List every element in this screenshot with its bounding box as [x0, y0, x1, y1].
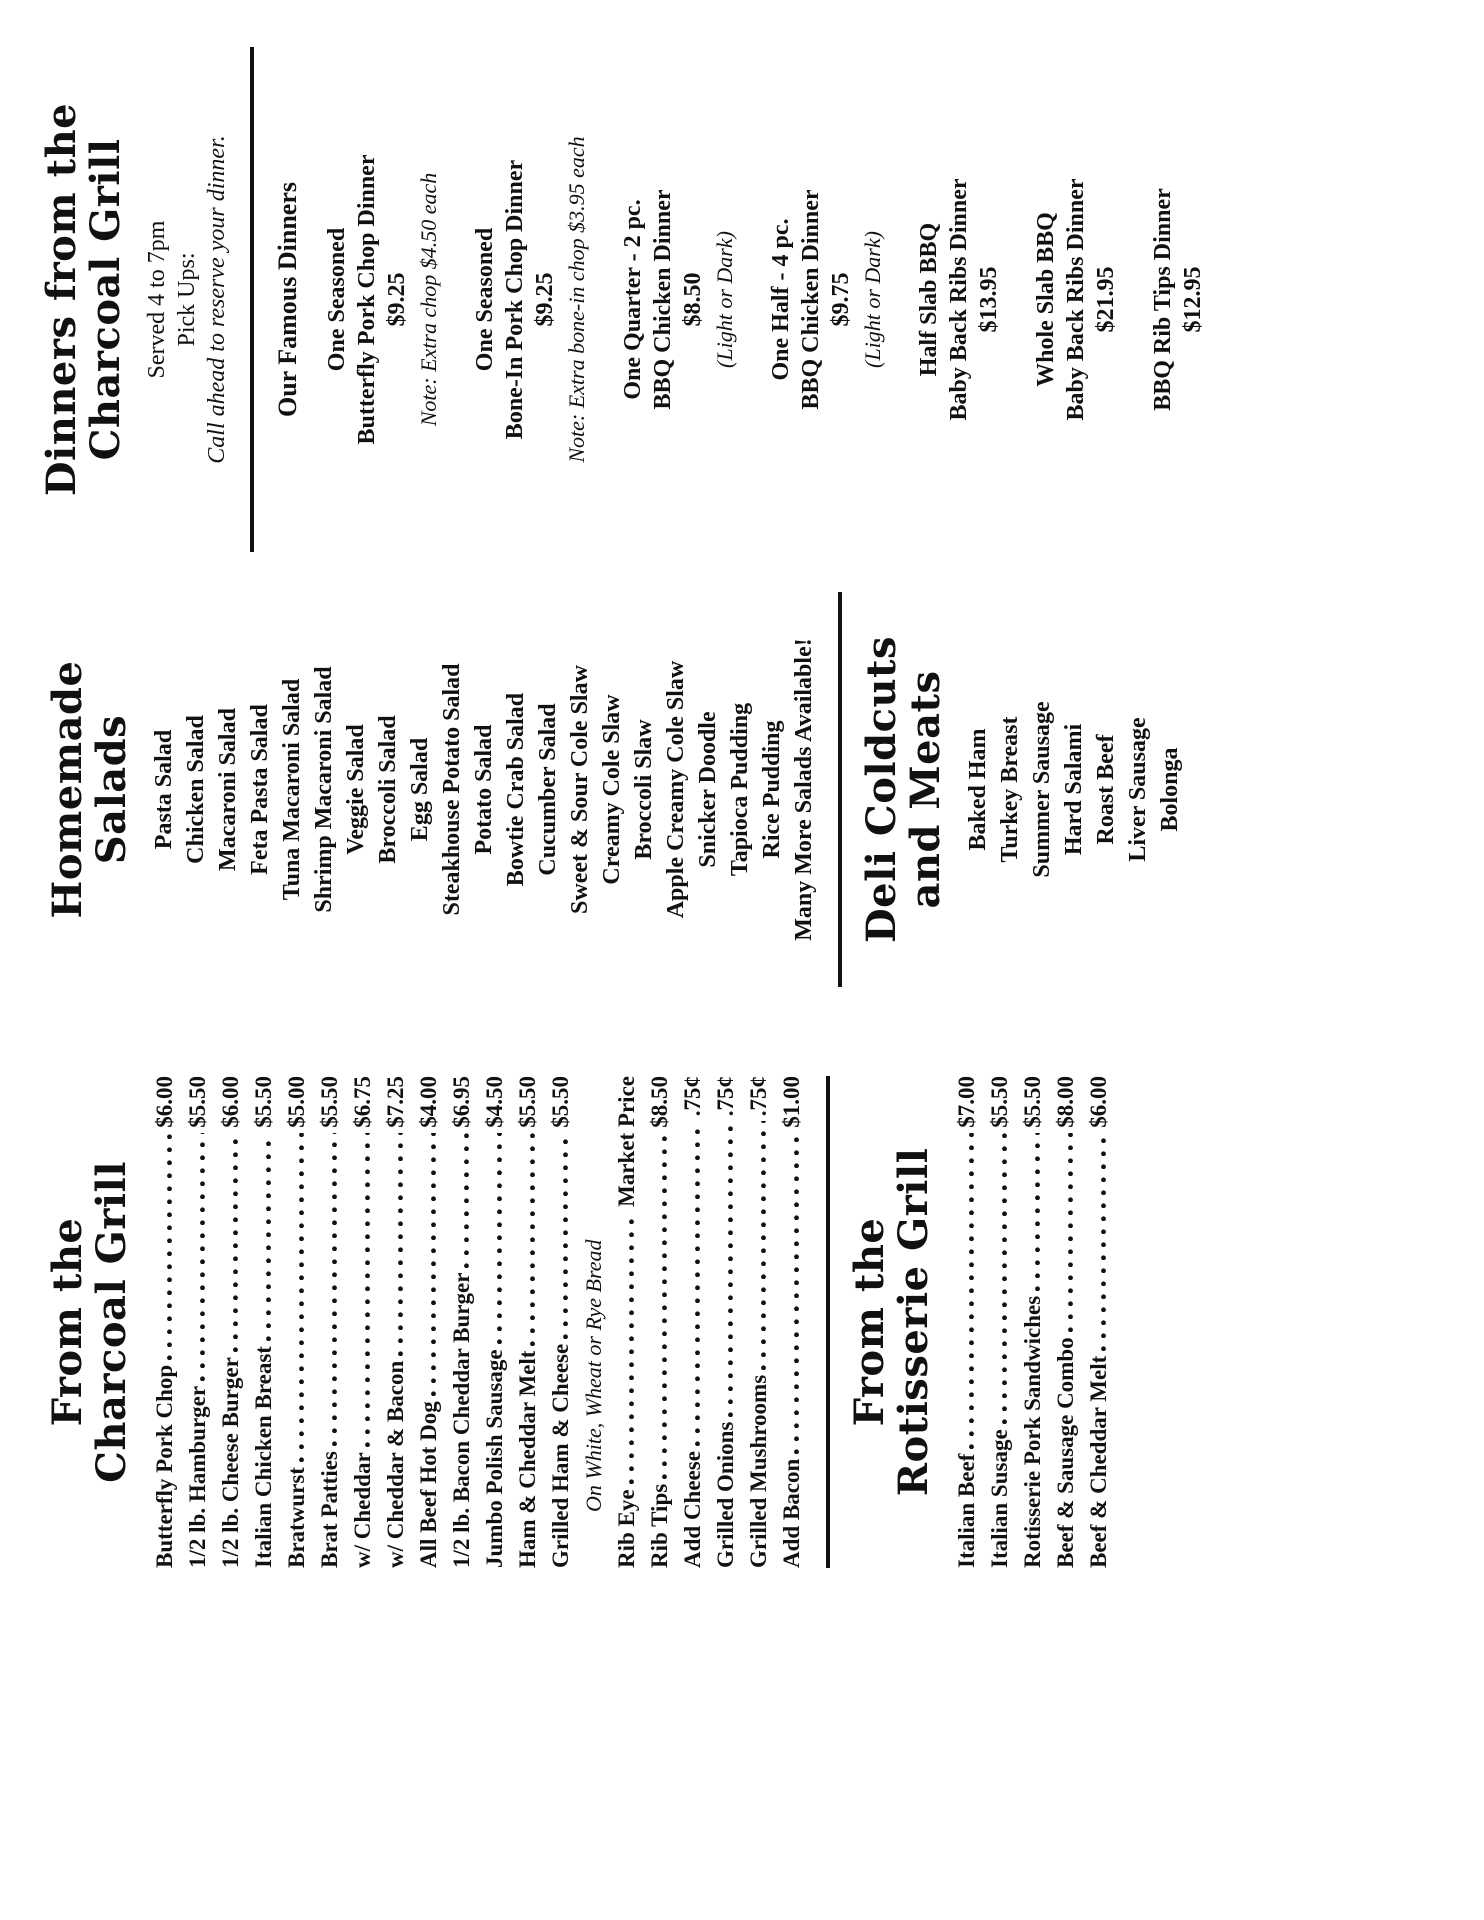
menu-item-name: 1/2 lb. Cheese Burger	[218, 1357, 243, 1568]
dinners-heading-line1: Dinners from the	[38, 102, 85, 497]
bread-note: On White, Wheat or Rye Bread	[581, 1239, 606, 1512]
menu-item-name: Rib Eye	[614, 1489, 639, 1568]
menu-item-price: $6.00	[218, 1076, 243, 1128]
menu-item-name: Italian Beef	[954, 1453, 979, 1568]
dotted-leader	[198, 1133, 207, 1381]
menu-item-row	[983, 1076, 1016, 1568]
dinner-entry-price: $12.95	[1180, 266, 1206, 333]
salad-item: Potato Salad	[471, 724, 497, 855]
deli-item: Bolonga	[1157, 747, 1183, 832]
menu-item-name: w/ Cheddar & Bacon	[383, 1360, 408, 1568]
dinner-entry-line2: BBQ Chicken Dinner	[798, 189, 824, 410]
dinners-divider	[250, 47, 254, 552]
deli-heading-line1: Deli Coldcuts	[858, 635, 905, 944]
menu-item-price: $6.95	[449, 1076, 474, 1128]
salad-item: Sweet & Sour Cole Slaw	[567, 665, 593, 914]
dinners-heading-line2: Charcoal Grill	[82, 138, 129, 461]
menu-item-name: Rib Tips	[647, 1483, 672, 1568]
menu-item-row	[1016, 1076, 1049, 1568]
dotted-leader	[792, 1133, 801, 1454]
dinner-entry-note: Note: Extra chop $4.50 each	[416, 172, 441, 427]
salad-item: Steakhouse Potato Salad	[439, 663, 465, 916]
dotted-leader	[726, 1121, 735, 1416]
menu-item-row	[511, 1076, 544, 1568]
dinner-entries	[322, 47, 1208, 552]
dotted-leader	[660, 1133, 669, 1479]
menu-item-price: $5.50	[548, 1076, 573, 1128]
menu-item-row	[412, 1076, 445, 1568]
dinners-served-hours: Served 4 to 7pm	[144, 220, 170, 379]
menu-item-price: $6.75	[350, 1076, 375, 1128]
menu-item-row	[148, 1076, 181, 1568]
dinner-entry	[1031, 47, 1121, 552]
dotted-leader	[693, 1121, 702, 1446]
menu-item-price: $6.00	[152, 1076, 177, 1128]
salad-item: Pasta Salad	[151, 729, 177, 850]
menu-item-price: $5.50	[1020, 1076, 1045, 1128]
menu-item-row	[478, 1076, 511, 1568]
menu-item-price: $1.00	[779, 1076, 804, 1128]
menu-item-price: $5.50	[185, 1076, 210, 1128]
charcoal-grill-heading	[46, 1076, 134, 1568]
famous-dinners-heading: Our Famous Dinners	[273, 182, 302, 417]
dotted-leader	[396, 1133, 405, 1356]
dotted-leader	[528, 1133, 537, 1346]
rotisserie-grill-heading	[848, 1076, 936, 1568]
dinner-entry-line2: Baby Back Ribs Dinner	[1063, 178, 1089, 421]
dotted-leader	[627, 1212, 636, 1485]
dinner-entry	[470, 47, 591, 552]
menu-item-row	[214, 1076, 247, 1568]
menu-item-price: .75¢	[680, 1076, 705, 1117]
menu-item-name: Italian Susage	[987, 1429, 1012, 1568]
dotted-leader	[429, 1133, 438, 1397]
salad-item: Many More Salads Available!	[791, 638, 817, 941]
dotted-leader	[231, 1133, 240, 1352]
dotted-leader	[165, 1133, 174, 1360]
section-divider	[838, 592, 842, 987]
menu-item-row	[379, 1076, 412, 1568]
menu-item-name: Grilled Mushrooms	[746, 1374, 771, 1568]
menu-item-row	[775, 1076, 808, 1568]
salad-item: Chicken Salad	[183, 715, 209, 864]
menu-item-name: Grilled Ham & Cheese	[548, 1343, 573, 1568]
salad-item: Broccoli Slaw	[631, 719, 657, 860]
menu-item-price: $8.00	[1053, 1076, 1078, 1128]
menu-item-name: All Beef Hot Dog	[416, 1401, 441, 1568]
dinner-entry-line1: Whole Slab BBQ	[1033, 212, 1059, 387]
menu-item-price: $5.50	[987, 1076, 1012, 1128]
dinner-entry-line1: One Seasoned	[324, 227, 350, 372]
dotted-leader	[561, 1133, 570, 1339]
menu-item-price: Market Price	[614, 1076, 639, 1207]
rotisserie-grill-heading-line2: Rotisserie Grill	[890, 1147, 937, 1497]
dinner-entry-line1: One Half - 4 pc.	[768, 218, 794, 381]
dinner-entry-line2: Baby Back Ribs Dinner	[946, 178, 972, 421]
dinner-entry	[1148, 47, 1208, 552]
salad-item: Feta Pasta Salad	[247, 704, 273, 875]
salad-item: Creamy Cole Slaw	[599, 694, 625, 885]
salad-item: Bowtie Crab Salad	[503, 692, 529, 887]
dotted-leader	[1066, 1133, 1075, 1333]
dotted-leader	[967, 1133, 976, 1449]
menu-item-row	[181, 1076, 214, 1568]
dotted-leader	[363, 1133, 372, 1448]
menu-item-row	[313, 1076, 346, 1568]
dotted-leader	[759, 1121, 768, 1370]
menu-item-name: Jumbo Polish Sausage	[482, 1349, 507, 1568]
salad-item: Apple Creamy Cole Slaw	[663, 660, 689, 919]
deli-items	[962, 592, 1186, 987]
dotted-leader	[495, 1133, 504, 1345]
dinner-entry	[618, 47, 739, 552]
menu-item-name: Grilled Onions	[713, 1421, 738, 1568]
salad-item: Snicker Doodle	[695, 711, 721, 868]
menu-item-price: .75¢	[746, 1076, 771, 1117]
dinners-heading	[40, 47, 128, 552]
menu-item-price: $7.25	[383, 1076, 408, 1128]
deli-item: Turkey Breast	[997, 716, 1023, 863]
dotted-leader	[330, 1133, 339, 1446]
deli-heading-line2: and Meats	[902, 670, 949, 909]
deli-item: Hard Salami	[1061, 723, 1087, 856]
menu-item-row	[544, 1076, 577, 1568]
menu-item-row	[709, 1076, 742, 1568]
dotted-leader	[462, 1133, 471, 1268]
deli-item: Roast Beef	[1093, 734, 1119, 845]
dinner-entry	[322, 47, 443, 552]
menu-item-price: $5.50	[515, 1076, 540, 1128]
salad-item: Veggie Salad	[343, 724, 369, 855]
dinner-entry-note: (Light or Dark)	[860, 231, 885, 368]
dinner-entry-price: $21.95	[1093, 266, 1119, 333]
menu-item-name: Rotisserie Pork Sandwiches	[1020, 1295, 1045, 1568]
dinner-entry-line2: BBQ Chicken Dinner	[650, 189, 676, 410]
section-charcoal-grill	[46, 1076, 1115, 1568]
menu-item-row	[445, 1076, 478, 1568]
menu-item-name: Brat Patties	[317, 1451, 342, 1568]
charcoal-grill-heading-line2: Charcoal Grill	[88, 1161, 135, 1483]
dotted-leader	[264, 1133, 273, 1341]
deli-item: Liver Sausage	[1125, 717, 1151, 862]
charcoal-grill-items	[148, 1076, 577, 1568]
dinner-entry-line1: Half Slab BBQ	[916, 222, 942, 377]
charcoal-grill-heading-line1: From the	[44, 1217, 91, 1427]
deli-heading	[860, 592, 948, 987]
dinner-entry-line1: One Quarter - 2 pc.	[620, 199, 646, 400]
menu-item-name: Italian Chicken Breast	[251, 1346, 276, 1568]
menu-item-price: $5.50	[317, 1076, 342, 1128]
rotisserie-grill-items	[950, 1076, 1115, 1568]
salad-item: Shrimp Macaroni Salad	[311, 666, 337, 913]
salads-heading-line1: Homemade	[44, 660, 91, 919]
menu-item-name: 1/2 lb. Hamburger	[185, 1385, 210, 1568]
deli-item: Baked Ham	[965, 728, 991, 851]
salads-items	[148, 592, 820, 987]
section-divider	[826, 1076, 830, 1568]
dinner-entry-price: $9.25	[532, 272, 558, 327]
dinner-entry-line2: Bone-In Pork Chop Dinner	[502, 159, 528, 440]
salad-item: Macaroni Salad	[215, 708, 241, 871]
menu-item-price: .75¢	[713, 1076, 738, 1117]
salad-item: Broccoli Salad	[375, 715, 401, 864]
salad-item: Cucumber Salad	[535, 703, 561, 876]
salad-item: Egg Salad	[407, 737, 433, 842]
dinner-entry	[914, 47, 1004, 552]
menu-item-price: $6.00	[1086, 1076, 1111, 1128]
salad-item: Rice Pudding	[759, 720, 785, 859]
salads-heading-line2: Salads	[88, 714, 135, 865]
menu-item-name: Beef & Sausage Combo	[1053, 1337, 1078, 1568]
dinner-entry-price: $13.95	[976, 266, 1002, 333]
menu-item-price: $8.50	[647, 1076, 672, 1128]
menu-item-row	[247, 1076, 280, 1568]
salad-item: Tapioca Pudding	[727, 702, 753, 877]
dinner-entry-line1: One Seasoned	[472, 227, 498, 372]
dinners-call-ahead-note: Call ahead to reserve your dinner.	[204, 135, 230, 464]
dotted-leader	[1000, 1133, 1009, 1425]
menu-item-price: $7.00	[954, 1076, 979, 1128]
menu-item-row	[676, 1076, 709, 1568]
menu-item-name: 1/2 lb. Bacon Cheddar Burger	[449, 1272, 474, 1568]
menu-item-row	[346, 1076, 379, 1568]
menu-item-price: $4.00	[416, 1076, 441, 1128]
menu-item-price: $5.00	[284, 1076, 309, 1128]
deli-item: Summer Sausage	[1029, 701, 1055, 878]
dinner-entry-line1: BBQ Rib Tips Dinner	[1150, 188, 1176, 411]
menu-item-row	[1082, 1076, 1115, 1568]
dotted-leader	[1099, 1133, 1108, 1351]
rotisserie-grill-heading-line1: From the	[846, 1217, 893, 1427]
salads-heading	[46, 592, 134, 987]
dinner-entry-note: Note: Extra bone-in chop $3.95 each	[564, 136, 589, 463]
dinners-pickups-label: Pick Ups:	[174, 252, 200, 347]
menu-item-row	[742, 1076, 775, 1568]
menu-item-name: Butterfly Pork Chop	[152, 1364, 177, 1568]
dotted-leader	[297, 1133, 306, 1462]
section-homemade-salads	[46, 592, 1186, 987]
dinner-entry-note: (Light or Dark)	[712, 231, 737, 368]
dinner-entry	[766, 47, 887, 552]
menu-item-name: Add Cheese	[680, 1451, 705, 1568]
menu-item-name: Ham & Cheddar Melt	[515, 1350, 540, 1568]
dinner-entry-price: $9.75	[828, 272, 854, 327]
menu-item-name: Bratwurst	[284, 1467, 309, 1568]
charcoal-grill-specials	[610, 1076, 676, 1568]
menu-item-row	[280, 1076, 313, 1568]
dinner-entry-line2: Butterfly Pork Chop Dinner	[354, 154, 380, 445]
menu-item-price: $4.50	[482, 1076, 507, 1128]
menu-item-row	[610, 1076, 643, 1568]
menu-item-row	[643, 1076, 676, 1568]
menu-item-row	[1049, 1076, 1082, 1568]
section-dinners	[40, 47, 1235, 552]
menu-item-price: $5.50	[251, 1076, 276, 1128]
salad-item: Tuna Macaroni Salad	[279, 678, 305, 901]
dinner-entry-price: $9.25	[384, 272, 410, 327]
dotted-leader	[1033, 1133, 1042, 1291]
menu-item-name: Beef & Cheddar Melt	[1086, 1355, 1111, 1568]
dinner-entry-price: $8.50	[680, 272, 706, 327]
menu-item-name: Add Bacon	[779, 1458, 804, 1568]
charcoal-grill-addons	[676, 1076, 808, 1568]
menu-item-row	[950, 1076, 983, 1568]
menu-item-name: w/ Cheddar	[350, 1452, 375, 1568]
